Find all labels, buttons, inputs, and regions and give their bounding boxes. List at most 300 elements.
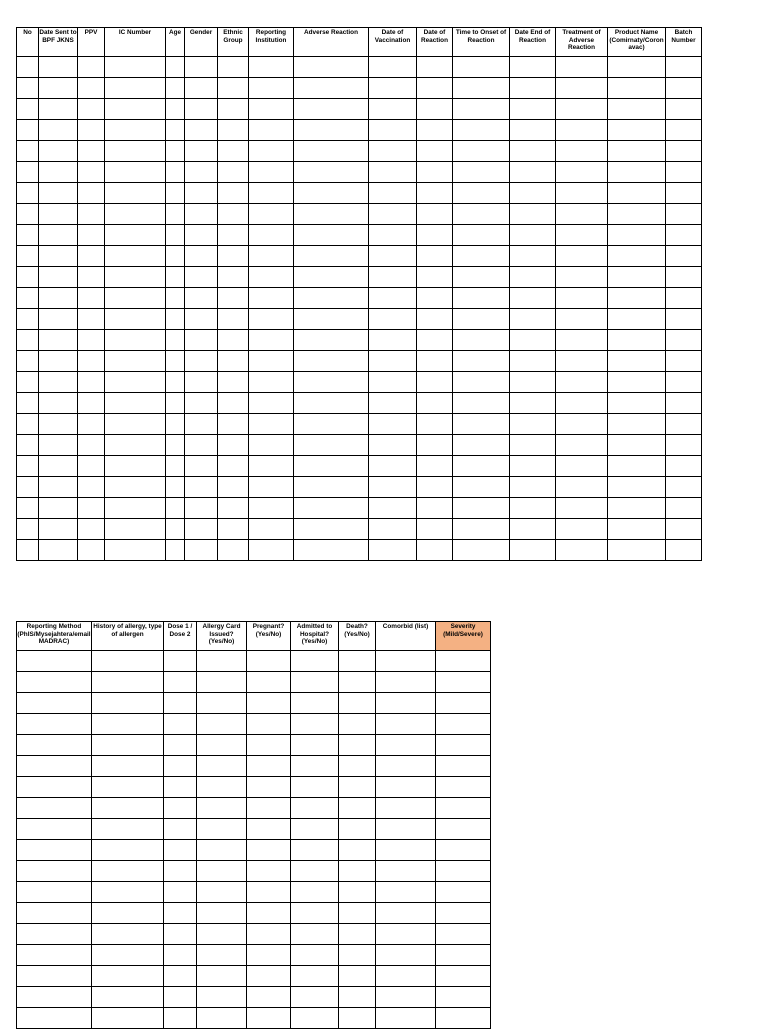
- table-cell[interactable]: [39, 288, 78, 309]
- table-cell[interactable]: [17, 120, 39, 141]
- table-cell[interactable]: [453, 99, 510, 120]
- table-cell[interactable]: [294, 414, 369, 435]
- table-cell[interactable]: [291, 840, 339, 861]
- table-cell[interactable]: [510, 204, 556, 225]
- table-cell[interactable]: [369, 183, 417, 204]
- table-cell[interactable]: [218, 435, 249, 456]
- table-cell[interactable]: [78, 204, 105, 225]
- table-cell[interactable]: [249, 78, 294, 99]
- table-cell[interactable]: [608, 120, 666, 141]
- table-cell[interactable]: [185, 456, 218, 477]
- table-cell[interactable]: [164, 798, 197, 819]
- table-cell[interactable]: [197, 945, 247, 966]
- table-cell[interactable]: [666, 183, 702, 204]
- table-cell[interactable]: [39, 330, 78, 351]
- table-cell[interactable]: [666, 498, 702, 519]
- table-cell[interactable]: [185, 477, 218, 498]
- table-cell[interactable]: [376, 651, 436, 672]
- table-cell[interactable]: [78, 330, 105, 351]
- table-cell[interactable]: [92, 966, 164, 987]
- table-cell[interactable]: [249, 309, 294, 330]
- table-cell[interactable]: [249, 141, 294, 162]
- table-cell[interactable]: [218, 162, 249, 183]
- table-cell[interactable]: [78, 372, 105, 393]
- table-cell[interactable]: [510, 456, 556, 477]
- table-cell[interactable]: [291, 966, 339, 987]
- table-cell[interactable]: [376, 672, 436, 693]
- table-cell[interactable]: [376, 1008, 436, 1029]
- table-cell[interactable]: [369, 393, 417, 414]
- table-cell[interactable]: [436, 1008, 491, 1029]
- table-cell[interactable]: [369, 435, 417, 456]
- table-cell[interactable]: [453, 225, 510, 246]
- table-cell[interactable]: [17, 882, 92, 903]
- table-cell[interactable]: [105, 393, 166, 414]
- table-cell[interactable]: [164, 756, 197, 777]
- table-cell[interactable]: [247, 966, 291, 987]
- table-cell[interactable]: [247, 987, 291, 1008]
- table-cell[interactable]: [369, 57, 417, 78]
- table-cell[interactable]: [105, 351, 166, 372]
- table-cell[interactable]: [608, 246, 666, 267]
- table-cell[interactable]: [185, 120, 218, 141]
- table-cell[interactable]: [17, 288, 39, 309]
- table-cell[interactable]: [247, 1008, 291, 1029]
- table-cell[interactable]: [556, 309, 608, 330]
- table-cell[interactable]: [294, 120, 369, 141]
- table-cell[interactable]: [17, 162, 39, 183]
- table-cell[interactable]: [556, 204, 608, 225]
- table-cell[interactable]: [291, 903, 339, 924]
- table-cell[interactable]: [166, 309, 185, 330]
- table-cell[interactable]: [453, 309, 510, 330]
- table-cell[interactable]: [453, 456, 510, 477]
- table-cell[interactable]: [166, 183, 185, 204]
- table-cell[interactable]: [339, 987, 376, 1008]
- table-cell[interactable]: [92, 945, 164, 966]
- table-cell[interactable]: [166, 540, 185, 561]
- table-cell[interactable]: [39, 456, 78, 477]
- table-cell[interactable]: [453, 540, 510, 561]
- table-cell[interactable]: [339, 651, 376, 672]
- table-cell[interactable]: [17, 819, 92, 840]
- table-cell[interactable]: [185, 372, 218, 393]
- table-cell[interactable]: [417, 519, 453, 540]
- table-cell[interactable]: [249, 540, 294, 561]
- table-cell[interactable]: [166, 162, 185, 183]
- table-cell[interactable]: [39, 141, 78, 162]
- table-cell[interactable]: [185, 540, 218, 561]
- table-cell[interactable]: [247, 693, 291, 714]
- table-cell[interactable]: [92, 1008, 164, 1029]
- table-cell[interactable]: [105, 183, 166, 204]
- table-cell[interactable]: [17, 966, 92, 987]
- table-cell[interactable]: [39, 267, 78, 288]
- table-cell[interactable]: [294, 183, 369, 204]
- table-cell[interactable]: [105, 372, 166, 393]
- table-cell[interactable]: [105, 141, 166, 162]
- table-cell[interactable]: [218, 78, 249, 99]
- table-cell[interactable]: [249, 246, 294, 267]
- table-cell[interactable]: [369, 225, 417, 246]
- table-cell[interactable]: [436, 756, 491, 777]
- table-cell[interactable]: [166, 351, 185, 372]
- table-cell[interactable]: [436, 987, 491, 1008]
- table-cell[interactable]: [666, 141, 702, 162]
- table-cell[interactable]: [17, 204, 39, 225]
- table-cell[interactable]: [92, 924, 164, 945]
- table-cell[interactable]: [417, 309, 453, 330]
- table-cell[interactable]: [608, 183, 666, 204]
- table-cell[interactable]: [17, 714, 92, 735]
- table-cell[interactable]: [17, 246, 39, 267]
- table-cell[interactable]: [556, 519, 608, 540]
- table-cell[interactable]: [185, 141, 218, 162]
- table-cell[interactable]: [197, 903, 247, 924]
- table-cell[interactable]: [247, 651, 291, 672]
- table-cell[interactable]: [369, 519, 417, 540]
- table-cell[interactable]: [218, 183, 249, 204]
- table-cell[interactable]: [105, 309, 166, 330]
- table-cell[interactable]: [185, 183, 218, 204]
- table-cell[interactable]: [249, 435, 294, 456]
- table-cell[interactable]: [666, 351, 702, 372]
- table-cell[interactable]: [166, 78, 185, 99]
- table-cell[interactable]: [105, 330, 166, 351]
- table-cell[interactable]: [185, 414, 218, 435]
- table-cell[interactable]: [17, 309, 39, 330]
- table-cell[interactable]: [339, 966, 376, 987]
- table-cell[interactable]: [197, 987, 247, 1008]
- table-cell[interactable]: [291, 693, 339, 714]
- table-cell[interactable]: [510, 141, 556, 162]
- table-cell[interactable]: [17, 414, 39, 435]
- table-cell[interactable]: [666, 309, 702, 330]
- table-cell[interactable]: [197, 882, 247, 903]
- table-cell[interactable]: [164, 987, 197, 1008]
- table-cell[interactable]: [556, 141, 608, 162]
- table-cell[interactable]: [105, 288, 166, 309]
- table-cell[interactable]: [556, 351, 608, 372]
- table-cell[interactable]: [369, 372, 417, 393]
- table-cell[interactable]: [247, 924, 291, 945]
- table-cell[interactable]: [436, 945, 491, 966]
- table-cell[interactable]: [249, 351, 294, 372]
- table-cell[interactable]: [78, 225, 105, 246]
- table-cell[interactable]: [105, 204, 166, 225]
- table-cell[interactable]: [376, 861, 436, 882]
- table-cell[interactable]: [556, 57, 608, 78]
- table-cell[interactable]: [608, 351, 666, 372]
- table-cell[interactable]: [556, 120, 608, 141]
- table-cell[interactable]: [164, 966, 197, 987]
- table-cell[interactable]: [166, 267, 185, 288]
- table-cell[interactable]: [294, 351, 369, 372]
- table-cell[interactable]: [369, 141, 417, 162]
- table-cell[interactable]: [294, 456, 369, 477]
- table-cell[interactable]: [666, 120, 702, 141]
- table-cell[interactable]: [17, 672, 92, 693]
- table-cell[interactable]: [92, 735, 164, 756]
- table-cell[interactable]: [39, 435, 78, 456]
- table-cell[interactable]: [39, 519, 78, 540]
- table-cell[interactable]: [453, 57, 510, 78]
- table-cell[interactable]: [339, 819, 376, 840]
- table-cell[interactable]: [185, 351, 218, 372]
- table-cell[interactable]: [92, 819, 164, 840]
- table-cell[interactable]: [218, 456, 249, 477]
- table-cell[interactable]: [510, 309, 556, 330]
- table-cell[interactable]: [164, 693, 197, 714]
- table-cell[interactable]: [218, 372, 249, 393]
- table-cell[interactable]: [92, 672, 164, 693]
- table-cell[interactable]: [510, 393, 556, 414]
- table-cell[interactable]: [92, 714, 164, 735]
- table-cell[interactable]: [417, 393, 453, 414]
- table-cell[interactable]: [453, 78, 510, 99]
- table-cell[interactable]: [436, 651, 491, 672]
- table-cell[interactable]: [291, 882, 339, 903]
- table-cell[interactable]: [249, 162, 294, 183]
- table-cell[interactable]: [166, 372, 185, 393]
- table-cell[interactable]: [294, 372, 369, 393]
- table-cell[interactable]: [666, 204, 702, 225]
- table-cell[interactable]: [218, 120, 249, 141]
- table-cell[interactable]: [17, 225, 39, 246]
- table-cell[interactable]: [510, 414, 556, 435]
- table-cell[interactable]: [166, 57, 185, 78]
- table-cell[interactable]: [369, 120, 417, 141]
- table-cell[interactable]: [197, 735, 247, 756]
- table-cell[interactable]: [39, 120, 78, 141]
- table-cell[interactable]: [417, 183, 453, 204]
- table-cell[interactable]: [17, 435, 39, 456]
- table-cell[interactable]: [417, 225, 453, 246]
- table-cell[interactable]: [166, 246, 185, 267]
- table-cell[interactable]: [417, 141, 453, 162]
- table-cell[interactable]: [436, 840, 491, 861]
- table-cell[interactable]: [185, 309, 218, 330]
- table-cell[interactable]: [218, 141, 249, 162]
- table-cell[interactable]: [78, 393, 105, 414]
- table-cell[interactable]: [17, 756, 92, 777]
- table-cell[interactable]: [17, 267, 39, 288]
- table-cell[interactable]: [436, 672, 491, 693]
- table-cell[interactable]: [294, 477, 369, 498]
- table-cell[interactable]: [417, 372, 453, 393]
- table-cell[interactable]: [17, 99, 39, 120]
- table-cell[interactable]: [164, 924, 197, 945]
- table-cell[interactable]: [39, 477, 78, 498]
- table-cell[interactable]: [105, 162, 166, 183]
- table-cell[interactable]: [291, 777, 339, 798]
- table-cell[interactable]: [510, 351, 556, 372]
- table-cell[interactable]: [39, 99, 78, 120]
- table-cell[interactable]: [17, 351, 39, 372]
- table-cell[interactable]: [666, 435, 702, 456]
- table-cell[interactable]: [166, 519, 185, 540]
- table-cell[interactable]: [218, 225, 249, 246]
- table-cell[interactable]: [164, 861, 197, 882]
- table-cell[interactable]: [294, 540, 369, 561]
- table-cell[interactable]: [510, 540, 556, 561]
- table-cell[interactable]: [105, 120, 166, 141]
- table-cell[interactable]: [510, 120, 556, 141]
- table-cell[interactable]: [453, 162, 510, 183]
- table-cell[interactable]: [417, 57, 453, 78]
- table-cell[interactable]: [17, 393, 39, 414]
- table-cell[interactable]: [608, 456, 666, 477]
- table-cell[interactable]: [556, 540, 608, 561]
- table-cell[interactable]: [608, 225, 666, 246]
- table-cell[interactable]: [339, 882, 376, 903]
- table-cell[interactable]: [197, 1008, 247, 1029]
- table-cell[interactable]: [339, 861, 376, 882]
- table-cell[interactable]: [218, 477, 249, 498]
- table-cell[interactable]: [166, 435, 185, 456]
- table-cell[interactable]: [369, 162, 417, 183]
- table-cell[interactable]: [417, 351, 453, 372]
- table-cell[interactable]: [92, 987, 164, 1008]
- table-cell[interactable]: [291, 672, 339, 693]
- table-cell[interactable]: [608, 498, 666, 519]
- table-cell[interactable]: [17, 1008, 92, 1029]
- table-cell[interactable]: [608, 57, 666, 78]
- table-cell[interactable]: [376, 735, 436, 756]
- table-cell[interactable]: [376, 840, 436, 861]
- table-cell[interactable]: [369, 351, 417, 372]
- table-cell[interactable]: [453, 330, 510, 351]
- table-cell[interactable]: [369, 498, 417, 519]
- table-cell[interactable]: [17, 903, 92, 924]
- table-cell[interactable]: [510, 435, 556, 456]
- table-cell[interactable]: [78, 519, 105, 540]
- table-cell[interactable]: [166, 120, 185, 141]
- table-cell[interactable]: [249, 372, 294, 393]
- table-cell[interactable]: [417, 78, 453, 99]
- table-cell[interactable]: [197, 798, 247, 819]
- table-cell[interactable]: [78, 414, 105, 435]
- table-cell[interactable]: [78, 57, 105, 78]
- table-cell[interactable]: [185, 330, 218, 351]
- table-cell[interactable]: [39, 498, 78, 519]
- table-cell[interactable]: [339, 714, 376, 735]
- table-cell[interactable]: [339, 840, 376, 861]
- table-cell[interactable]: [166, 99, 185, 120]
- table-cell[interactable]: [17, 141, 39, 162]
- table-cell[interactable]: [339, 798, 376, 819]
- table-cell[interactable]: [608, 414, 666, 435]
- table-cell[interactable]: [556, 183, 608, 204]
- table-cell[interactable]: [608, 204, 666, 225]
- table-cell[interactable]: [294, 267, 369, 288]
- table-cell[interactable]: [369, 267, 417, 288]
- table-cell[interactable]: [92, 798, 164, 819]
- table-cell[interactable]: [17, 777, 92, 798]
- table-cell[interactable]: [78, 99, 105, 120]
- table-cell[interactable]: [417, 267, 453, 288]
- table-cell[interactable]: [185, 57, 218, 78]
- table-cell[interactable]: [339, 945, 376, 966]
- table-cell[interactable]: [218, 414, 249, 435]
- table-cell[interactable]: [39, 351, 78, 372]
- table-cell[interactable]: [510, 477, 556, 498]
- table-cell[interactable]: [510, 78, 556, 99]
- table-cell[interactable]: [17, 861, 92, 882]
- table-cell[interactable]: [436, 735, 491, 756]
- table-cell[interactable]: [247, 819, 291, 840]
- table-cell[interactable]: [556, 288, 608, 309]
- table-cell[interactable]: [247, 714, 291, 735]
- table-cell[interactable]: [249, 120, 294, 141]
- table-cell[interactable]: [436, 882, 491, 903]
- table-cell[interactable]: [666, 456, 702, 477]
- table-cell[interactable]: [376, 882, 436, 903]
- table-cell[interactable]: [608, 477, 666, 498]
- table-cell[interactable]: [294, 162, 369, 183]
- table-cell[interactable]: [166, 393, 185, 414]
- table-cell[interactable]: [218, 99, 249, 120]
- table-cell[interactable]: [510, 57, 556, 78]
- table-cell[interactable]: [294, 288, 369, 309]
- table-cell[interactable]: [376, 945, 436, 966]
- table-cell[interactable]: [218, 519, 249, 540]
- table-cell[interactable]: [556, 246, 608, 267]
- table-cell[interactable]: [249, 456, 294, 477]
- table-cell[interactable]: [453, 204, 510, 225]
- table-cell[interactable]: [376, 924, 436, 945]
- table-cell[interactable]: [92, 693, 164, 714]
- table-cell[interactable]: [453, 120, 510, 141]
- table-cell[interactable]: [453, 267, 510, 288]
- table-cell[interactable]: [436, 777, 491, 798]
- table-cell[interactable]: [608, 372, 666, 393]
- table-cell[interactable]: [247, 735, 291, 756]
- table-cell[interactable]: [666, 414, 702, 435]
- table-cell[interactable]: [78, 456, 105, 477]
- table-cell[interactable]: [39, 162, 78, 183]
- table-cell[interactable]: [453, 414, 510, 435]
- table-cell[interactable]: [369, 78, 417, 99]
- table-cell[interactable]: [218, 330, 249, 351]
- table-cell[interactable]: [556, 435, 608, 456]
- table-cell[interactable]: [92, 861, 164, 882]
- table-cell[interactable]: [164, 945, 197, 966]
- table-cell[interactable]: [39, 78, 78, 99]
- table-cell[interactable]: [249, 288, 294, 309]
- table-cell[interactable]: [166, 456, 185, 477]
- table-cell[interactable]: [17, 840, 92, 861]
- table-cell[interactable]: [218, 267, 249, 288]
- table-cell[interactable]: [294, 498, 369, 519]
- table-cell[interactable]: [291, 1008, 339, 1029]
- table-cell[interactable]: [185, 288, 218, 309]
- table-cell[interactable]: [218, 204, 249, 225]
- table-cell[interactable]: [294, 309, 369, 330]
- table-cell[interactable]: [291, 924, 339, 945]
- table-cell[interactable]: [17, 735, 92, 756]
- table-cell[interactable]: [339, 672, 376, 693]
- table-cell[interactable]: [78, 540, 105, 561]
- table-cell[interactable]: [453, 477, 510, 498]
- table-cell[interactable]: [666, 57, 702, 78]
- table-cell[interactable]: [376, 987, 436, 1008]
- table-cell[interactable]: [666, 330, 702, 351]
- table-cell[interactable]: [17, 372, 39, 393]
- table-cell[interactable]: [185, 393, 218, 414]
- table-cell[interactable]: [294, 435, 369, 456]
- table-cell[interactable]: [294, 57, 369, 78]
